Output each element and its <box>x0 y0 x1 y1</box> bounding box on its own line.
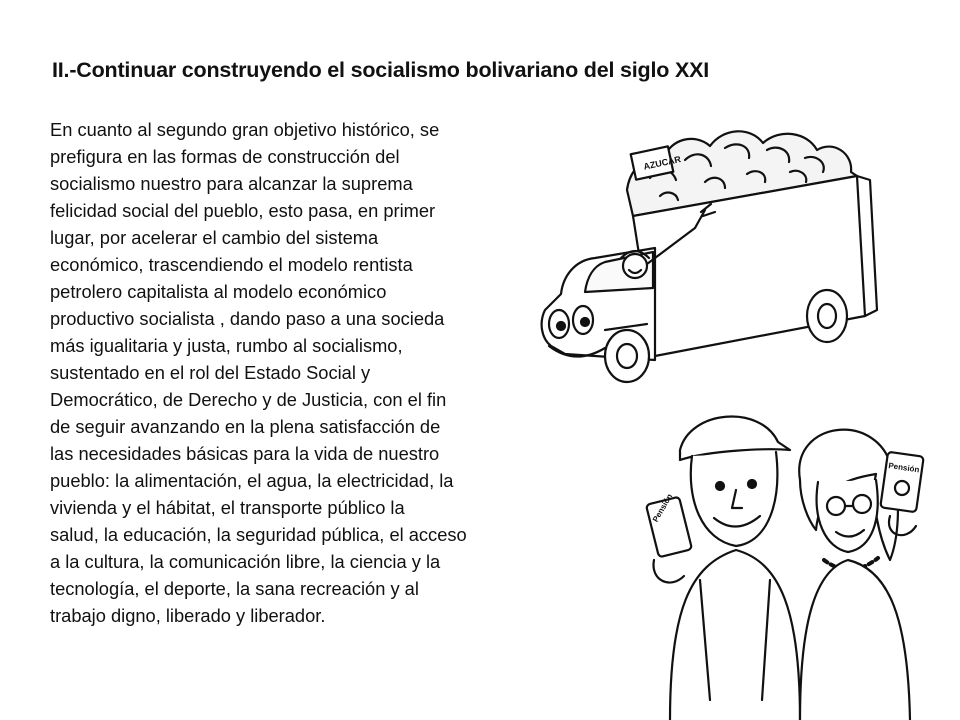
man-body <box>670 550 800 720</box>
body-line: vivienda y el hábitat, el transporte público la <box>50 497 405 518</box>
couple-illustration <box>640 390 940 720</box>
box-label: AZUCAR <box>642 154 682 172</box>
body-line: de seguir avanzando en la plena satisfacción de <box>50 416 441 437</box>
body-line: socialismo nuestro para alcanzar la suprema <box>50 173 413 194</box>
card-left-label: Pensión <box>650 492 675 524</box>
body-line: petrolero capitalista al modelo económico <box>50 281 387 302</box>
body-line: productivo socialista , dando paso a una socieda <box>50 308 445 329</box>
body-line: trabajo digno, liberado y liberador. <box>50 605 326 626</box>
body-line: salud, la educación, la seguridad pública, el acceso <box>50 524 467 545</box>
body-line: económico, trascendiendo el modelo rentista <box>50 254 413 275</box>
body-line: tecnología, el deporte, la sana recreación y al <box>50 578 419 599</box>
body-line: prefigura en las formas de construcción del <box>50 146 400 167</box>
body-line: a la cultura, la comunicación libre, la ciencia y la <box>50 551 441 572</box>
body-line: felicidad social del pueblo, esto pasa, en primer <box>50 200 436 221</box>
body-line: más igualitaria y justa, rumbo al socialismo, <box>50 335 403 356</box>
body-line: las necesidades básicas para la vida de nuestro <box>50 443 440 464</box>
woman-body <box>800 560 910 720</box>
body-paragraph <box>50 116 550 629</box>
woman-head <box>817 480 878 552</box>
body-line: En cuanto al segundo gran objetivo histórico, se <box>50 119 440 140</box>
body-line: lugar, por acelerar el cambio del sistema <box>50 227 379 248</box>
driver-head <box>623 254 647 278</box>
truck-illustration <box>535 98 885 388</box>
body-line: Democrático, de Derecho y de Justicia, con el fin <box>50 389 447 410</box>
body-line: pueblo: la alimentación, el agua, la electricidad, la <box>50 470 454 491</box>
body-line: sustentado en el rol del Estado Social y <box>50 362 371 383</box>
slide-title: II.-Continuar construyendo el socialismo bolivariano del siglo XXI <box>52 58 710 82</box>
card-right-label: Pensión <box>887 461 920 475</box>
